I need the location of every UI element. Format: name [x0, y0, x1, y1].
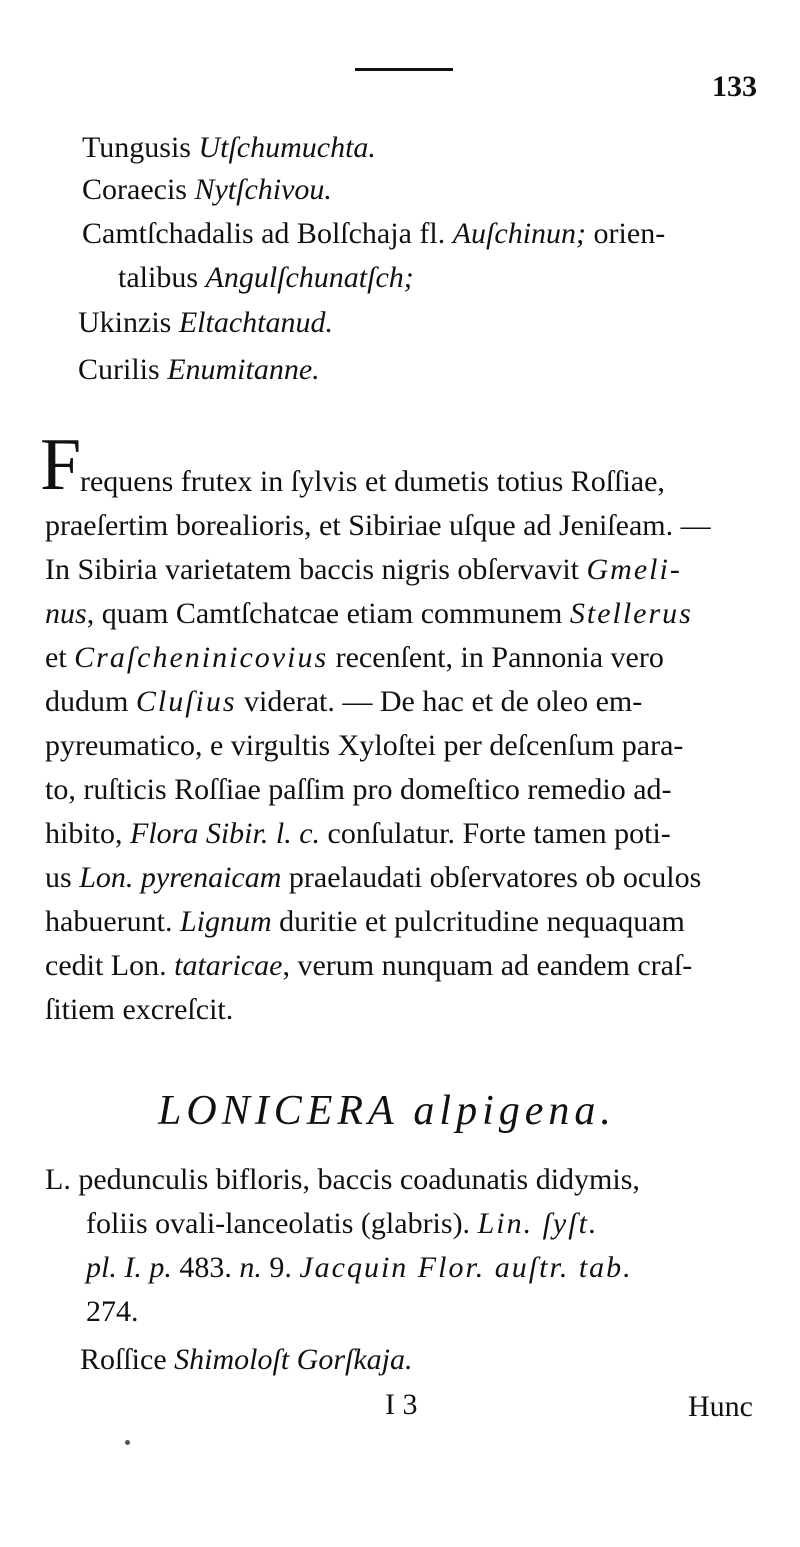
paragraph-line: et Craſcheninicovius recenſent, in Pannonia vero — [45, 641, 664, 674]
description-line: 274. — [86, 1295, 139, 1328]
species-name: Lon. pyrenaicam — [79, 861, 282, 894]
people-label: talibus — [118, 261, 206, 294]
paragraph-line: praeſertim borealioris, et Sibiriae uſque ad Jeniſeam. — — [45, 509, 711, 542]
paragraph-line: cedit Lon. tataricae, verum nunquam ad eandem craſ- — [45, 949, 693, 982]
description-line: pl. I. p. 483. n. 9. Jacquin Flor. auſtr. tab. — [86, 1251, 633, 1284]
paragraph-line: dudum Cluſius viderat. — De hac et de oleo em- — [45, 685, 643, 718]
paragraph-line: ſitiem excreſcit. — [45, 993, 234, 1026]
paragraph-line: to, ruſticis Roſſiae paſſim pro domeſtico remedio ad- — [45, 773, 672, 806]
citation: Flora Sibir. l. c. — [130, 817, 321, 850]
vernacular-name: Shimoloſt Gorſkaja. — [174, 1343, 413, 1376]
vernacular-name: Eltachtanud. — [178, 306, 333, 339]
russian-name-line: Roſſice Shimoloſt Gorſkaja. — [80, 1343, 413, 1376]
people-label: Coraecis — [82, 173, 195, 206]
name-line-coraecis — [82, 170, 332, 210]
author-name: Cluſius — [135, 685, 237, 718]
people-label: Curilis — [78, 353, 168, 386]
vernacular-name: Enumitanne. — [167, 353, 320, 386]
citation: Jacquin Flor. auſtr. tab. — [299, 1251, 633, 1284]
paragraph-line: In Sibiria varietatem baccis nigris obſervavit Gmeli- — [45, 553, 682, 586]
author-name: Gmeli- — [586, 553, 682, 586]
author-name: Craſcheninicovius — [74, 641, 329, 674]
people-label: Ukinzis — [78, 306, 179, 339]
catchword: Hunc — [688, 1390, 753, 1423]
name-line-orientalibus — [118, 258, 414, 298]
paragraph-line: hibito, Flora Sibir. l. c. conſulatur. Forte tamen poti- — [45, 817, 671, 850]
species-epithet: alpigena. — [413, 1088, 616, 1134]
vernacular-name: Nytſchivou. — [194, 173, 332, 206]
drop-cap: F — [40, 424, 82, 506]
citation: Lin. ſyſt. — [477, 1207, 599, 1240]
species-heading — [158, 1087, 616, 1135]
author-name: Stellerus — [569, 597, 693, 630]
name-line-camtschadalis — [82, 214, 665, 254]
ink-speck — [125, 1440, 130, 1445]
name-line-tungusis — [82, 128, 376, 168]
signature-mark: I 3 — [385, 1388, 418, 1421]
paragraph-line: us Lon. pyrenaicam praelaudati obſervatores ob oculos — [45, 861, 702, 894]
vernacular-name: Utſchumuchta. — [198, 131, 376, 164]
paragraph-line: habuerunt. Lignum duritie et pulcritudine nequaquam — [45, 905, 685, 938]
vernacular-name: Auſchinun; — [452, 217, 587, 250]
line-tail: orien- — [586, 217, 666, 250]
emphasis: Lignum — [179, 905, 272, 938]
people-label: Tungusis — [82, 131, 199, 164]
name-line-curilis — [78, 350, 320, 390]
paragraph-line: nus, quam Camtſchatcae etiam communem Stellerus — [45, 597, 693, 630]
description-line: foliis ovali-lanceolatis (glabris). Lin. ſyſt. — [86, 1207, 599, 1240]
page-number: 133 — [712, 70, 757, 103]
header-rule — [355, 68, 453, 71]
vernacular-name: Angulſchunatſch; — [205, 261, 414, 294]
paragraph-line: requens frutex in ſylvis et dumetis totius Roſſiae, — [80, 465, 665, 498]
people-label: Camtſchadalis ad Bolſchaja fl. — [82, 217, 453, 250]
name-line-ukinzis — [78, 303, 333, 343]
description-line: L. pedunculis bifloris, baccis coadunatis didymis, — [45, 1163, 640, 1196]
paragraph-line: pyreumatico, e virgultis Xyloſtei per deſcenſum para- — [45, 729, 684, 762]
author-name: nus — [45, 597, 87, 630]
genus-name: LONICERA — [158, 1088, 398, 1134]
species-name: tataricae — [174, 949, 283, 982]
